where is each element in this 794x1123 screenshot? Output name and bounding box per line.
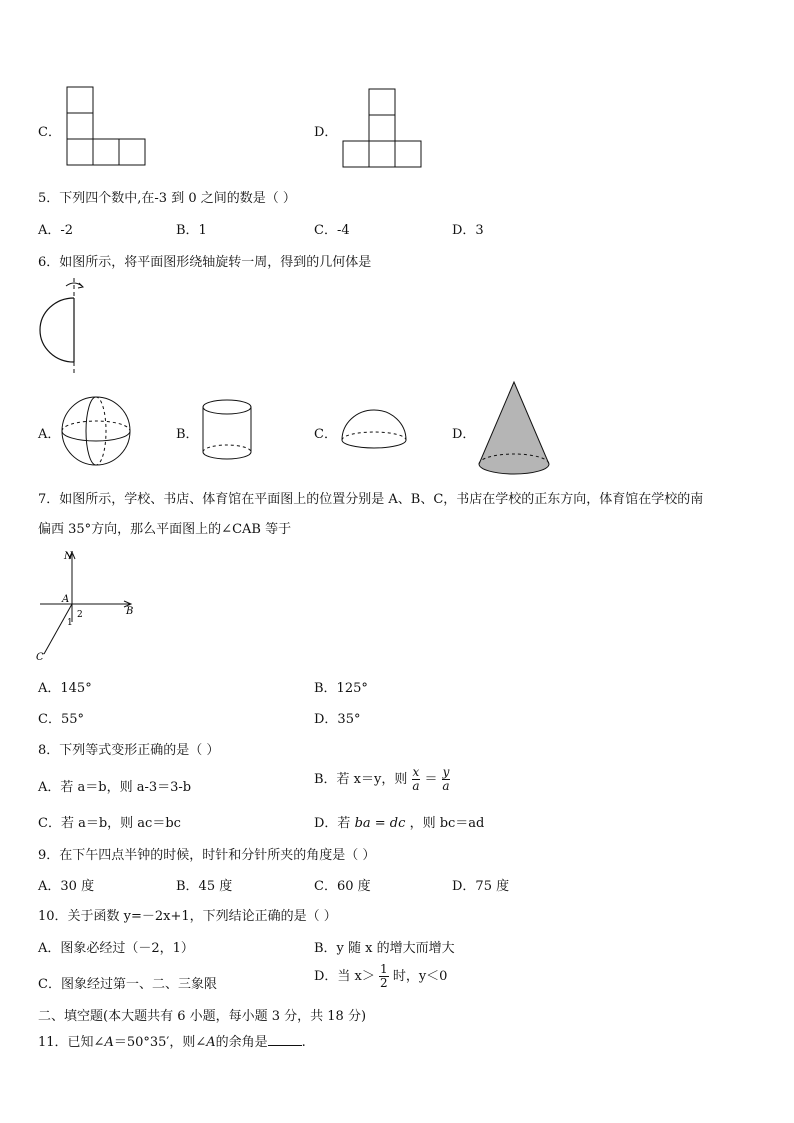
- q6-option-a-sphere-figure: [58, 394, 138, 470]
- q10-stem: 10．关于函数 y=－2x+1，下列结论正确的是（ ）: [38, 909, 337, 924]
- q8-option-c: C．若 a＝b，则 ac＝bc: [38, 816, 181, 831]
- q10-option-d-fraction: [379, 963, 389, 990]
- q11-stem: [38, 1031, 306, 1050]
- q6-option-d-label: D．: [452, 427, 476, 442]
- q10-option-d-prefix: D．当 x＞: [314, 969, 375, 984]
- q5-option-c: C．-4: [314, 223, 350, 238]
- q8-option-b-fraction-y-over-a: [442, 766, 451, 793]
- q7-label-n: N: [64, 551, 73, 562]
- q10-option-b: B．y 随 x 的增大而增大: [314, 941, 455, 956]
- q10-option-a: A．图象必经过（－2，1）: [38, 941, 194, 956]
- q7-option-d: D．35°: [314, 712, 361, 727]
- q10-option-c: C．图象经过第一、二、三象限: [38, 977, 217, 992]
- q6-option-c-label: C．: [314, 427, 337, 442]
- section2-title: 二、填空题(本大题共有 6 小题，每小题 3 分，共 18 分): [38, 1009, 367, 1024]
- q8-option-a: A．若 a＝b，则 a-3＝3-b: [38, 780, 192, 795]
- q9-option-a: A．30 度: [38, 879, 95, 894]
- q8-option-d-suffix: ，则 bc＝ad: [409, 816, 485, 831]
- q7-label-b: B: [126, 606, 134, 617]
- q5-option-d: D．3: [452, 223, 484, 238]
- q6-option-d-cone-figure: [476, 380, 552, 478]
- q7-label-2: 2: [77, 610, 83, 620]
- q7-stem-line2: 偏西 35°方向，那么平面图上的∠CAB 等于: [38, 522, 292, 537]
- q5-option-b: B．1: [176, 223, 207, 238]
- q11-suffix: 的余角是: [215, 1035, 268, 1050]
- q8-frac2-num: y: [442, 765, 450, 779]
- q7-option-a: A．145°: [38, 681, 92, 696]
- q8-option-d-expression: ba = dc: [354, 816, 406, 831]
- q10-option-d: [314, 963, 447, 990]
- q8-frac1-den: a: [412, 779, 420, 793]
- q10-option-d-suffix: 时，y＜0: [392, 969, 448, 984]
- q11-answer-blank[interactable]: [268, 1033, 302, 1046]
- q9-option-d: D．75 度: [452, 879, 510, 894]
- q7-direction-figure: [34, 546, 144, 664]
- q6-option-c-hemisphere-figure: [338, 406, 410, 452]
- q6-option-a-label: A．: [38, 427, 61, 442]
- q7-option-b: B．125°: [314, 681, 368, 696]
- q7-option-c: C．55°: [38, 712, 84, 727]
- q8-option-b-fraction-x-over-a: [412, 766, 421, 793]
- q5-option-a: A．-2: [38, 223, 74, 238]
- q10-frac-num: 1: [380, 962, 388, 976]
- q7-label-c: C: [36, 652, 44, 663]
- q8-option-b-equals: ＝: [424, 772, 438, 787]
- q8-frac1-num: x: [412, 765, 420, 779]
- q6-option-b-cylinder-figure: [200, 398, 256, 464]
- q9-option-b: B．45 度: [176, 879, 233, 894]
- q4-option-c-label: C．: [38, 125, 61, 140]
- q9-stem: 9．在下午四点半钟的时候，时针和分针所夹的角度是（ ）: [38, 848, 376, 863]
- q7-label-a: A: [62, 594, 70, 605]
- q11-angle2: A: [206, 1035, 216, 1050]
- q8-option-d-prefix: D．若: [314, 816, 351, 831]
- q8-option-d: [314, 812, 484, 831]
- q11-prefix: 11．已知∠: [38, 1035, 105, 1050]
- q8-option-b: [314, 766, 450, 793]
- q4-option-c-figure: [66, 86, 148, 166]
- q6-option-b-label: B．: [176, 427, 199, 442]
- q11-angle: A: [104, 1035, 114, 1050]
- q10-frac-den: 2: [380, 976, 388, 990]
- q4-option-d-figure: [342, 88, 424, 170]
- q8-stem: 8．下列等式变形正确的是（ ）: [38, 743, 220, 758]
- q8-frac2-den: a: [442, 779, 450, 793]
- q5-stem: 5．下列四个数中,在-3 到 0 之间的数是（ ）: [38, 191, 296, 206]
- q8-option-b-prefix: B．若 x＝y，则: [314, 772, 408, 787]
- q6-stem: 6．如图所示，将平面图形绕轴旋转一周，得到的几何体是: [38, 255, 372, 270]
- q4-option-d-label: D．: [314, 125, 338, 140]
- q6-rotation-figure: [36, 276, 88, 378]
- q7-stem-line1: 7．如图所示，学校、书店、体育馆在平面图上的位置分别是 A、B、C，书店在学校的正东方向，体育馆在学校的南: [38, 492, 704, 507]
- q7-label-1: 1: [67, 618, 73, 628]
- q9-option-c: C．60 度: [314, 879, 371, 894]
- q11-value: ＝50°35′，则∠: [113, 1035, 207, 1050]
- q11-end: .: [301, 1035, 306, 1050]
